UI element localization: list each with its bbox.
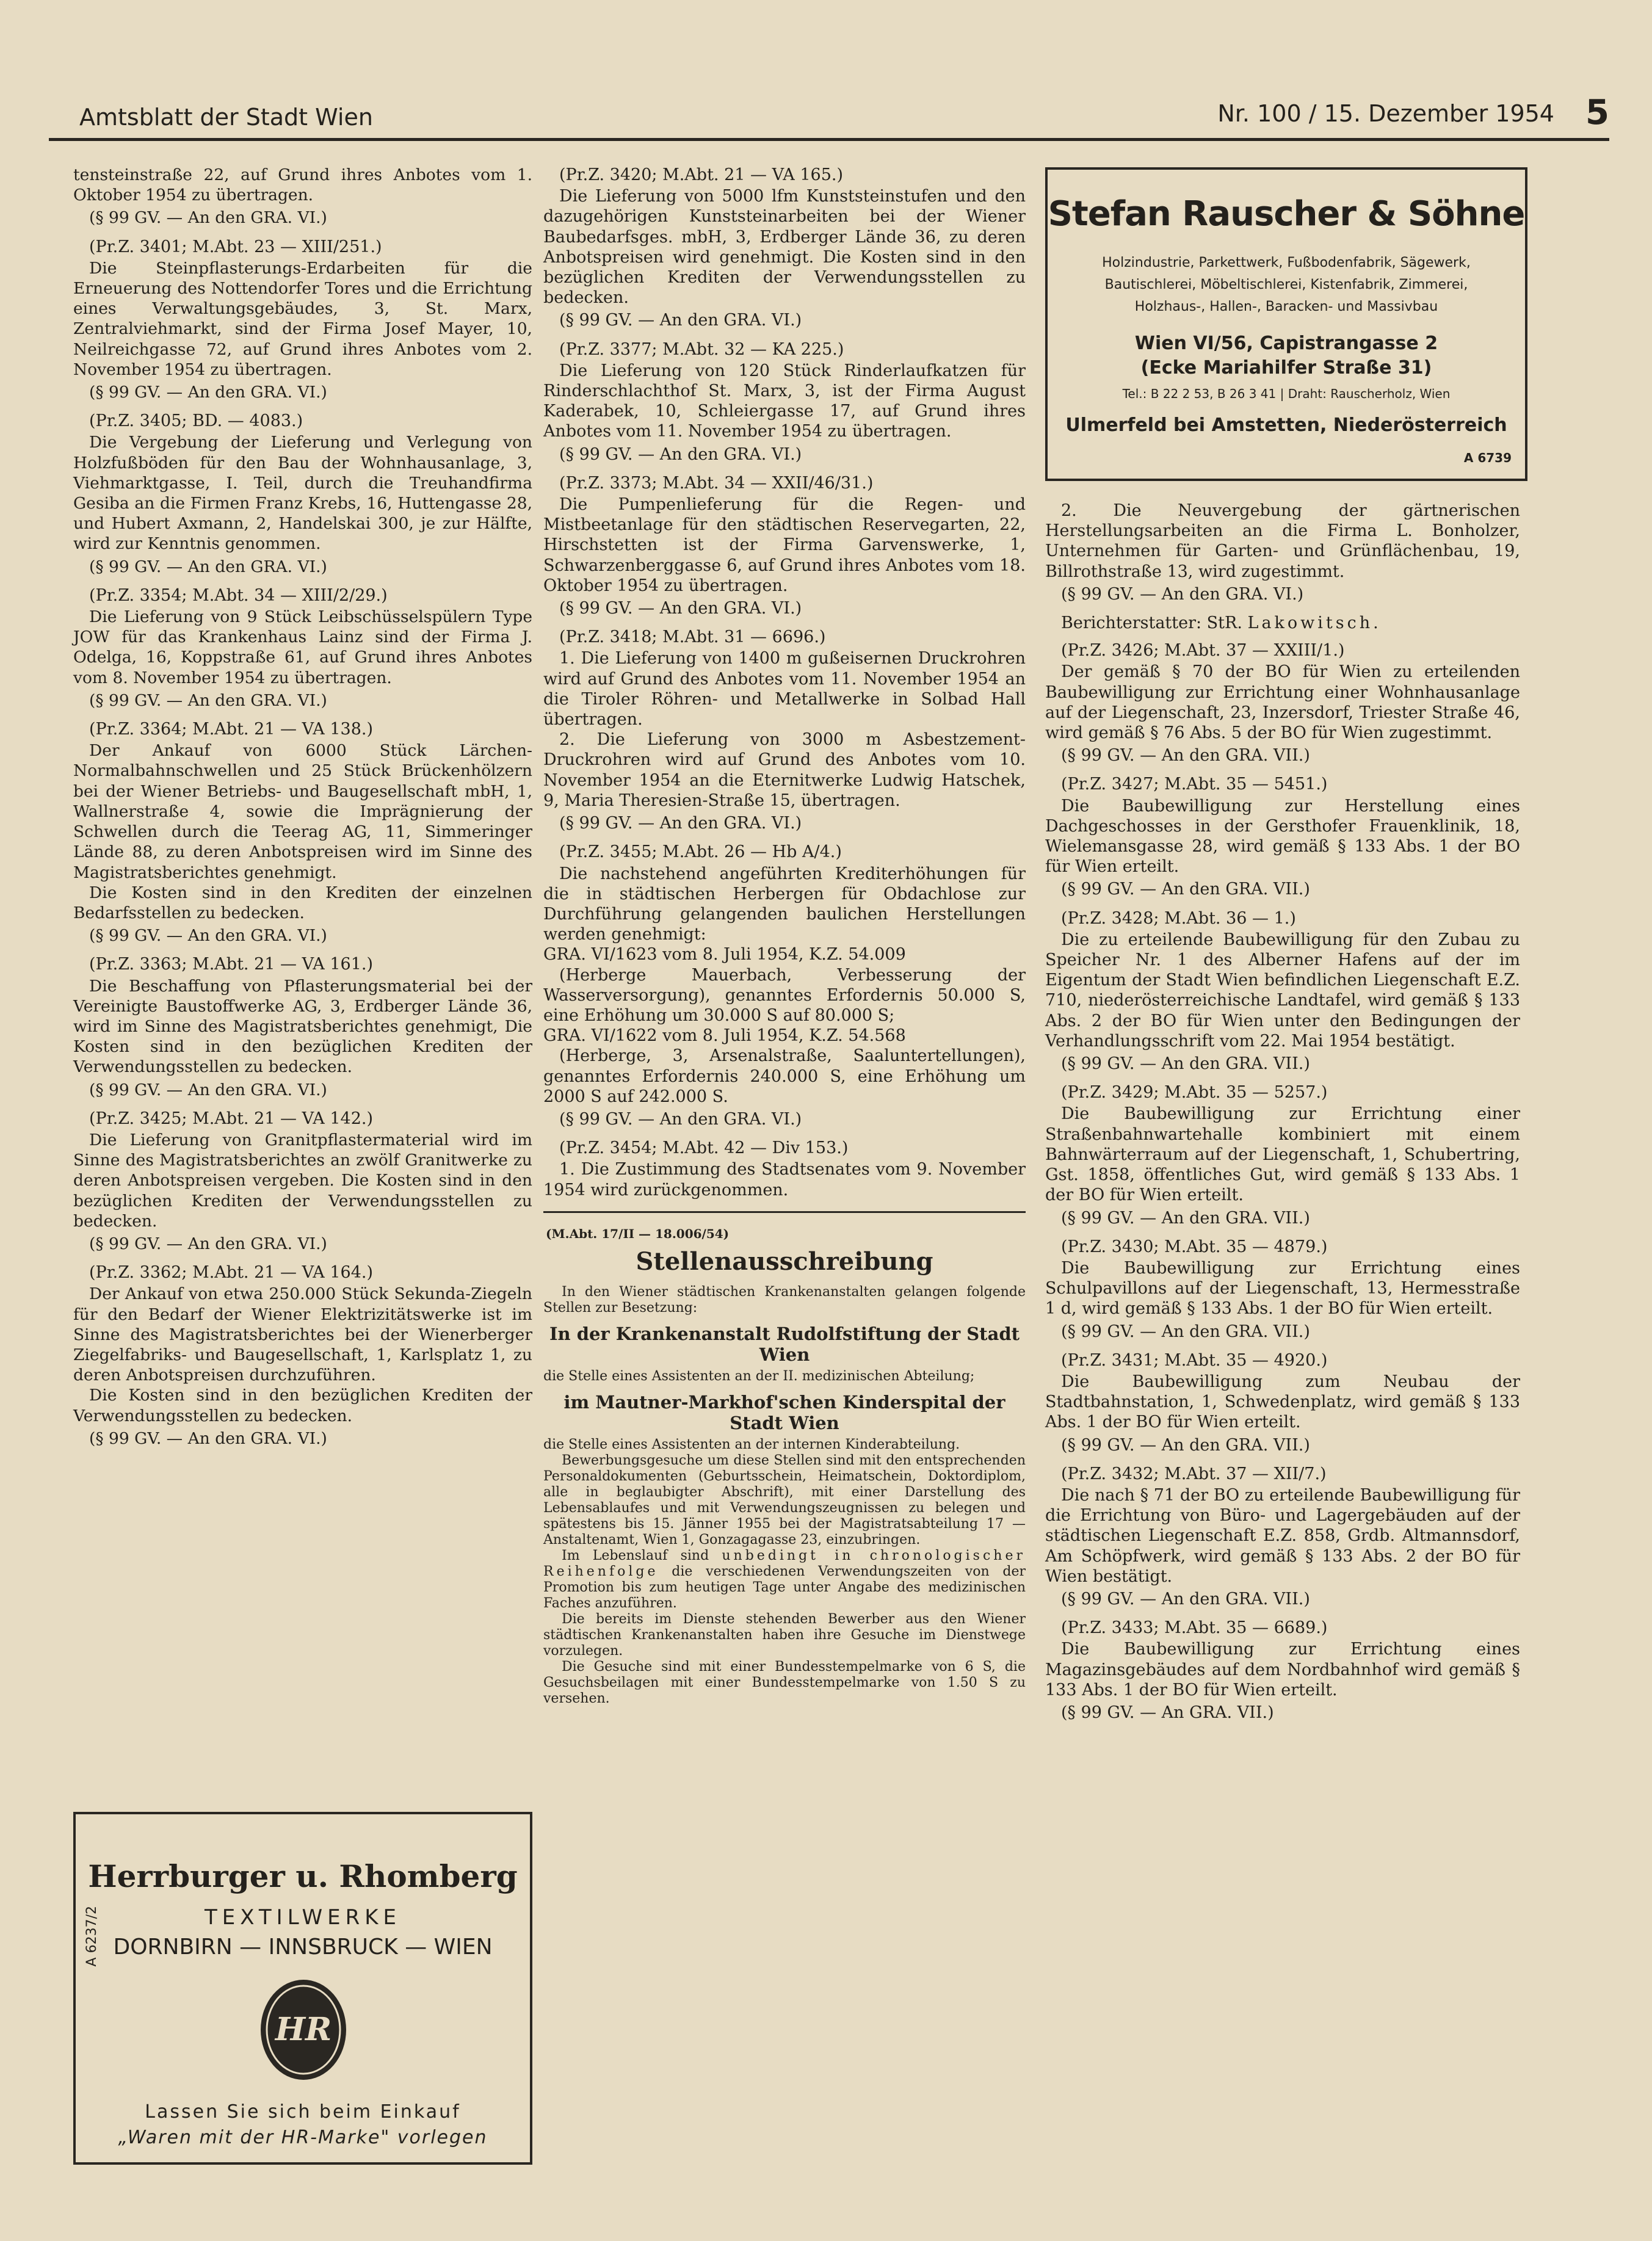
pr-z-reference: (Pr.Z. 3454; M.Abt. 42 — Div 153.) [559,1139,849,1158]
ad-slogan-line-1: Lassen Sie sich beim Einkauf [145,2101,461,2123]
gv-reference: (§ 99 GV. — An den GRA. VII.) [1061,1435,1310,1455]
paragraph: Die zu erteilende Baubewilligung für den Zubau zu Speicher Nr. 1 des Alberner Hafens auf der im Eigentum der Stadt Wien befindlichen Liegenschaft E.Z. 710, niederösterreichische Landtafel, wird gemäß § 133 Abs. 2 der BO für Wien unter den Bedingungen der Verhandlungsschrift vom 22. Mai 1954 bestätigt. [1045,930,1520,1051]
gv-reference: (§ 99 GV. — An den GRA. VI.) [559,599,802,618]
pr-z-reference: (Pr.Z. 3364; M.Abt. 21 — VA 138.) [89,720,374,739]
gv-reference: (§ 99 GV. — An den GRA. VI.) [89,208,327,228]
paragraph: Die Baubewilligung zur Errichtung eines Magazinsgebäudes auf dem Nordbahnhof wird gemäß § 133 Abs. 1 der BO für Wien erteilt. [1045,1640,1520,1700]
pr-z-reference: (Pr.Z. 3432; M.Abt. 37 — XII/7.) [1061,1464,1327,1483]
pr-z-reference: (Pr.Z. 3428; M.Abt. 36 — 1.) [1061,908,1296,928]
job-posting-text: Die bereits im Dienste stehenden Bewerber aus den Wiener städtischen Krankenanstalten haben ihre Gesuche im Dienstwege vorzulegen. [543,1611,1026,1659]
job-posting-text: Die Gesuche sind mit einer Bundesstempelmarke von 6 S, die Gesuchsbeilagen mit einer Bundesstempelmarke von 1.50 S zu versehen. [543,1659,1026,1706]
pr-z-reference: (Pr.Z. 3427; M.Abt. 35 — 5451.) [1061,775,1328,794]
gv-reference: (§ 99 GV. — An den GRA. VII.) [1061,1054,1310,1074]
ad-code: A 6739 [1463,451,1512,465]
gv-reference: (§ 99 GV. — An den GRA. VI.) [89,383,327,402]
gv-reference: (§ 99 GV. — An den GRA. VII.) [1061,746,1310,766]
pr-z-reference: (Pr.Z. 3363; M.Abt. 21 — VA 161.) [89,955,374,974]
job-posting-reference: (M.Abt. 17/II — 18.006/54) [546,1226,730,1241]
paragraph: Die Lieferung von 120 Stück Rinderlaufkatzen für Rinderschlachthof St. Marx, 3, ist der Firma August Kaderabek, 10, Schleiergasse 17, auf Grund ihres Anbotes vom 11. November 1954 zu übertragen. [543,361,1026,441]
pr-z-reference: (Pr.Z. 3405; BD. — 4083.) [89,411,303,431]
ad-address-line: Wien VI/56, Capistrangasse 2 [1134,333,1438,354]
pr-z-reference: (Pr.Z. 3455; M.Abt. 26 — Hb A/4.) [559,842,842,862]
paragraph: Die Steinpflasterungs-Erdarbeiten für die Erneuerung des Nottendorfer Tores und die Errichtung eines Verwaltungsgebäudes, 3, St. Marx, Zentralviehmarkt, sind der Firma Josef Mayer, 10, Neilreichgasse 72, auf Grund ihres Anbotes vom 2. November 1954 zu übertragen. [73,258,532,379]
ad-line: Holzindustrie, Parkettwerk, Fußbodenfabrik, Sägewerk, [1102,255,1471,270]
ad-address [1048,331,1525,380]
ad-code: A 6237/2 [84,1906,100,1967]
gv-reference: (§ 99 GV. — An den GRA. VII.) [1061,1322,1310,1341]
column-3 [1045,501,1520,1731]
column-2 [543,165,1026,1707]
gv-reference: (§ 99 GV. — An den GRA. VII.) [1061,880,1310,899]
reporter [1061,613,1520,633]
gv-reference: (§ 99 GV. — An den GRA. VI.) [89,557,327,576]
pr-z-reference: (Pr.Z. 3377; M.Abt. 32 — KA 225.) [559,339,844,359]
pr-z-reference: (Pr.Z. 3373; M.Abt. 34 — XXII/46/31.) [559,473,874,493]
credit-line: GRA. VI/1622 vom 8. Juli 1954, K.Z. 54.568 [543,1026,906,1046]
paragraph: Der gemäß § 70 der BO für Wien zu erteilenden Baubewilligung zur Errichtung einer Wohnhausanlage auf der Liegenschaft, 23, Inzersdorf, Triester Straße 46, wird gemäß § 76 Abs. 5 der BO für Wien zugestimmt. [1045,662,1520,743]
advertisement-stefan-rauscher [1045,167,1527,481]
publication-title: Amtsblatt der Stadt Wien [79,104,373,131]
pr-z-reference: (Pr.Z. 3426; M.Abt. 37 — XXIII/1.) [1061,641,1345,661]
job-posting-heading: im Mautner-Markhof'schen Kinderspital der Stadt Wien [563,1391,1005,1433]
paragraph: Der Ankauf von etwa 250.000 Stück Sekunda-Ziegeln für den Bedarf der Wiener Elektrizitätswerke ist im Sinne des Magistratsberichtes bei der Wienerberger Ziegelfabriks- und Baugesellschaft, 1, Karlsplatz 1, zu deren Anbotspreisen durchzuführen. [73,1284,532,1385]
paragraph: 2. Die Neuvergebung der gärtnerischen Herstellungsarbeiten an die Firma L. Bonholzer, Unternehmen für Garten- und Grünflächenbau, 19, Billrothstraße 13, wird zugestimmt. [1045,501,1520,581]
gv-reference: (§ 99 GV. — An den GRA. VI.) [89,1234,327,1253]
paragraph: 1. Die Zustimmung des Stadtsenates vom 9. November 1954 wird zurückgenommen. [543,1160,1026,1200]
paragraph: Der Ankauf von 6000 Stück Lärchen-Normalbahnschwellen und 25 Stück Brückenhölzern bei der Wiener Betriebs- und Baugesellschaft mbH, 1, Wallnerstraße 4, sowie die Imprägnierung der Schwellen durch die Teerag AG, 11, Simmeringer Lände 88, zu deren Anbotspreisen wird im Sinne des Magistratsberichtes genehmigt. [73,741,532,882]
column-1 [73,165,532,1457]
paragraph: Die Baubewilligung zur Errichtung einer Straßenbahnwartehalle kombiniert mit einem Bahnwärterraum auf der Liegenschaft, 1, Schubertring, Gst. 1858, öffentliches Gut, wird gemäß § 133 Abs. 1 der BO für Wien erteilt. [1045,1104,1520,1205]
pr-z-reference: (Pr.Z. 3430; M.Abt. 35 — 4879.) [1061,1237,1328,1256]
reporter-label: Berichterstatter: StR. [1061,614,1242,633]
ad-cities: DORNBIRN — INNSBRUCK — WIEN [113,1935,493,1960]
gv-reference: (§ 99 GV. — An den GRA. VI.) [1061,584,1304,604]
gv-reference: (§ 99 GV. — An den GRA. VI.) [559,814,802,833]
emphasized-text: unbedingt in chronologischer Reihenfolge [543,1548,1026,1579]
paragraph: Die Baubewilligung zum Neubau der Stadtbahnstation, 1, Schwedenplatz, wird gemäß § 133 Abs. 1 der BO für Wien erteilt. [1045,1372,1520,1432]
ad-branch: Ulmerfeld bei Amstetten, Niederösterreich [1065,415,1507,436]
job-posting-text: die Stelle eines Assistenten an der internen Kinderabteilung. [543,1436,960,1452]
paragraph: Die Beschaffung von Pflasterungsmaterial bei der Vereinigte Baustoffwerke AG, 3, Erdberger Lände 36, wird im Sinne des Magistratsberichtes genehmigt, Die Kosten sind in den bezüglichen Krediten der Verwendungsstellen zu bedecken. [73,976,532,1077]
gv-reference: (§ 99 GV. — An den GRA. VI.) [89,690,327,710]
pr-z-reference: (Pr.Z. 3401; M.Abt. 23 — XIII/251.) [89,237,382,256]
issue-date: Nr. 100 / 15. Dezember 1954 [1217,100,1554,127]
job-posting-intro: In den Wiener städtischen Krankenanstalten gelangen folgende Stellen zur Besetzung: [543,1284,1026,1316]
logo-text: HR [275,2011,332,2048]
paragraph: Die Baubewilligung zur Errichtung eines Schulpavillons auf der Liegenschaft, 13, Hermesstraße 1 d, wird gemäß § 133 Abs. 1 der BO für Wien erteilt. [1045,1258,1520,1319]
gv-reference: (§ 99 GV. — An den GRA. VI.) [89,1080,327,1099]
paragraph: Die Pumpenlieferung für die Regen- und Mistbeetanlage für den städtischen Reservegarten, 22, Hirschstetten ist der Firma Garvenswerke, 1, Schwarzenberggasse 6, auf Grund ihres Anbotes vom 18. Oktober 1954 zu übertragen. [543,495,1026,595]
ad-subtitle: TEXTILWERKE [204,1905,402,1930]
job-posting-heading: In der Krankenanstalt Rudolfstiftung der Stadt Wien [549,1323,1020,1365]
page-header [49,93,1609,141]
pr-z-reference: (Pr.Z. 3431; M.Abt. 35 — 4920.) [1061,1350,1328,1370]
job-posting-text: die Stelle eines Assistenten an der II. medizinischen Abteilung; [543,1368,975,1384]
pr-z-reference: (Pr.Z. 3425; M.Abt. 21 — VA 142.) [89,1109,374,1128]
ad-line: Bautischlerei, Möbeltischlerei, Kistenfabrik, Zimmerei, [1104,277,1468,292]
page-number: 5 [1585,93,1609,132]
text-fragment: die verschiedenen Verwendungszeiten von der Promotion bis zum heutigen Tage unter Angabe des medizinischen Faches anzuführen. [543,1563,1026,1611]
advertisement-herrburger-rhomberg [73,1812,532,2165]
paragraph: Die Baubewilligung zur Herstellung eines Dachgeschosses in der Gersthofer Frauenklinik, 18, Wielemansgasse 28, wird gemäß § 133 Abs. 1 der BO für Wien erteilt. [1045,796,1520,877]
paragraph: Die Lieferung von Granitpflastermaterial wird im Sinne des Magistratsberichtes an zwölf Granitwerke zu deren Anbotspreisen vergeben. Die Kosten sind in den bezüglichen Krediten der Verwendungsstellen zu bedecken. [73,1130,532,1231]
text-fragment: Im Lebenslauf sind [562,1548,709,1563]
gv-reference: (§ 99 GV. — An den GRA. VII.) [1061,1589,1310,1609]
gv-reference: (§ 99 GV. — An den GRA. VII.) [1061,1208,1310,1228]
ad-slogan-line-2: „Waren mit der HR-Marke" vorlegen [118,2127,488,2148]
gv-reference: (§ 99 GV. — An den GRA. VI.) [559,444,802,464]
section-divider [543,1211,1026,1213]
paragraph: Die Kosten sind in den Krediten der einzelnen Bedarfsstellen zu bedecken. [73,883,532,922]
job-posting-title: Stellenausschreibung [636,1247,933,1276]
paragraph: Die nachstehend angeführten Krediterhöhungen für die in städtischen Herbergen für Obdachlose zur Durchführung gelangenden baulichen Herstellungen werden genehmigt: [543,864,1026,944]
job-posting-text [543,1548,1026,1612]
pr-z-reference: (Pr.Z. 3433; M.Abt. 35 — 6689.) [1061,1618,1328,1638]
gv-reference: (§ 99 GV. — An den GRA. VI.) [89,1428,327,1448]
paragraph: tensteinstraße 22, auf Grund ihres Anbotes vom 1. Oktober 1954 zu übertragen. [73,165,532,205]
ad-line: Holzhaus-, Hallen-, Baracken- und Massivbau [1134,299,1438,314]
ad-company-name: Stefan Rauscher & Söhne [1048,194,1525,234]
paragraph: Die Vergebung der Lieferung und Verlegung von Holzfußböden für den Bau der Wohnhausanlage, 3, Viehmarktgasse, I. Teil, durch die Treuhandfirma Gesiba an die Firmen Franz Krebs, 16, Huttengasse 28, und Hubert Axmann, 2, Handelskai 300, je zur Hälfte, wird zur Kenntnis genommen. [73,433,532,554]
gv-reference: (§ 99 GV. — An den GRA. VI.) [559,311,802,330]
reporter-name: Lakowitsch. [1247,614,1382,633]
gv-reference: (§ 99 GV. — An den GRA. VI.) [559,1109,802,1129]
pr-z-reference: (Pr.Z. 3429; M.Abt. 35 — 5257.) [1061,1083,1328,1102]
paragraph: Die nach § 71 der BO zu erteilende Baubewilligung für die Errichtung von Büro- und Lagergebäuden auf der städtischen Liegenschaft E.Z. 858, Grdb. Altmannsdorf, Am Schöpfwerk, wird gemäß § 133 Abs. 2 der BO für Wien bestätigt. [1045,1485,1520,1586]
ad-telephone: Tel.: B 22 2 53, B 26 3 41 | Draht: Rauscherholz, Wien [1122,386,1451,401]
paragraph: Die Lieferung von 5000 lfm Kunststeinstufen und den dazugehörigen Kunststeinarbeiten bei der Wiener Baubedarfsges. mbH, 3, Erdberger Lände 36, zu deren Anbotspreisen wird genehmigt. Die Kosten sind in den bezüglichen Krediten der Verwendungsstellen zu bedecken. [543,187,1026,308]
pr-z-reference: (Pr.Z. 3362; M.Abt. 21 — VA 164.) [89,1263,374,1283]
paragraph: 2. Die Lieferung von 3000 m Asbestzement-Druckrohren wird auf Grund des Anbotes vom 10. November 1954 an die Eternitwerke Ludwig Hatschek, 9, Maria Theresien-Straße 15, übertragen. [543,730,1026,810]
gv-reference: (§ 99 GV. — An den GRA. VI.) [89,926,327,946]
pr-z-reference: (Pr.Z. 3418; M.Abt. 31 — 6696.) [559,628,826,647]
credit-line: GRA. VI/1623 vom 8. Juli 1954, K.Z. 54.009 [543,945,906,965]
paragraph: Die Lieferung von 9 Stück Leibschüsselspülern Type JOW für das Krankenhaus Lainz sind der Firma J. Odelga, 16, Koppstraße 61, auf Grund ihres Anbotes vom 8. November 1954 zu übertragen. [73,607,532,687]
gv-reference: (§ 99 GV. — An GRA. VII.) [1061,1703,1274,1722]
paragraph: 1. Die Lieferung von 1400 m gußeisernen Druckrohren wird auf Grund des Anbotes vom 11. November 1954 an die Tiroler Röhren- und Metallwerke in Solbad Hall übertragen. [543,649,1026,730]
paragraph: (Herberge, 3, Arsenalstraße, Saaluntertellungen), genanntes Erfordernis 240.000 S, eine Erhöhung um 2000 S auf 242.000 S. [543,1046,1026,1106]
pr-z-reference: (Pr.Z. 3420; M.Abt. 21 — VA 165.) [559,165,844,184]
ad-company-name: Herrburger u. Rhomberg [88,1858,518,1894]
paragraph: Die Kosten sind in den bezüglichen Krediten der Verwendungsstellen zu bedecken. [73,1386,532,1425]
paragraph: (Herberge Mauerbach, Verbesserung der Wasserversorgung), genanntes Erfordernis 50.000 S, eine Erhöhung um 30.000 S auf 80.000 S; [543,965,1026,1025]
pr-z-reference: (Pr.Z. 3354; M.Abt. 34 — XIII/2/29.) [89,585,388,605]
ad-address-line: (Ecke Mariahilfer Straße 31) [1140,357,1432,378]
hr-logo-icon [239,1972,368,2088]
job-posting-text: Bewerbungsgesuche um diese Stellen sind mit den entsprechenden Personaldokumenten (Geburtsschein, Heimatschein, Doktordiplom, alle in beglaubigter Abschrift), mit einer Darstellung des Lebensablaufes und mit Verwendungszeugnissen zu belegen und spätestens bis 15. Jänner 1955 bei der Magistratsabteilung 17 — Anstaltenamt, Wien 1, Gonzagagasse 23, einzubringen. [543,1452,1026,1548]
